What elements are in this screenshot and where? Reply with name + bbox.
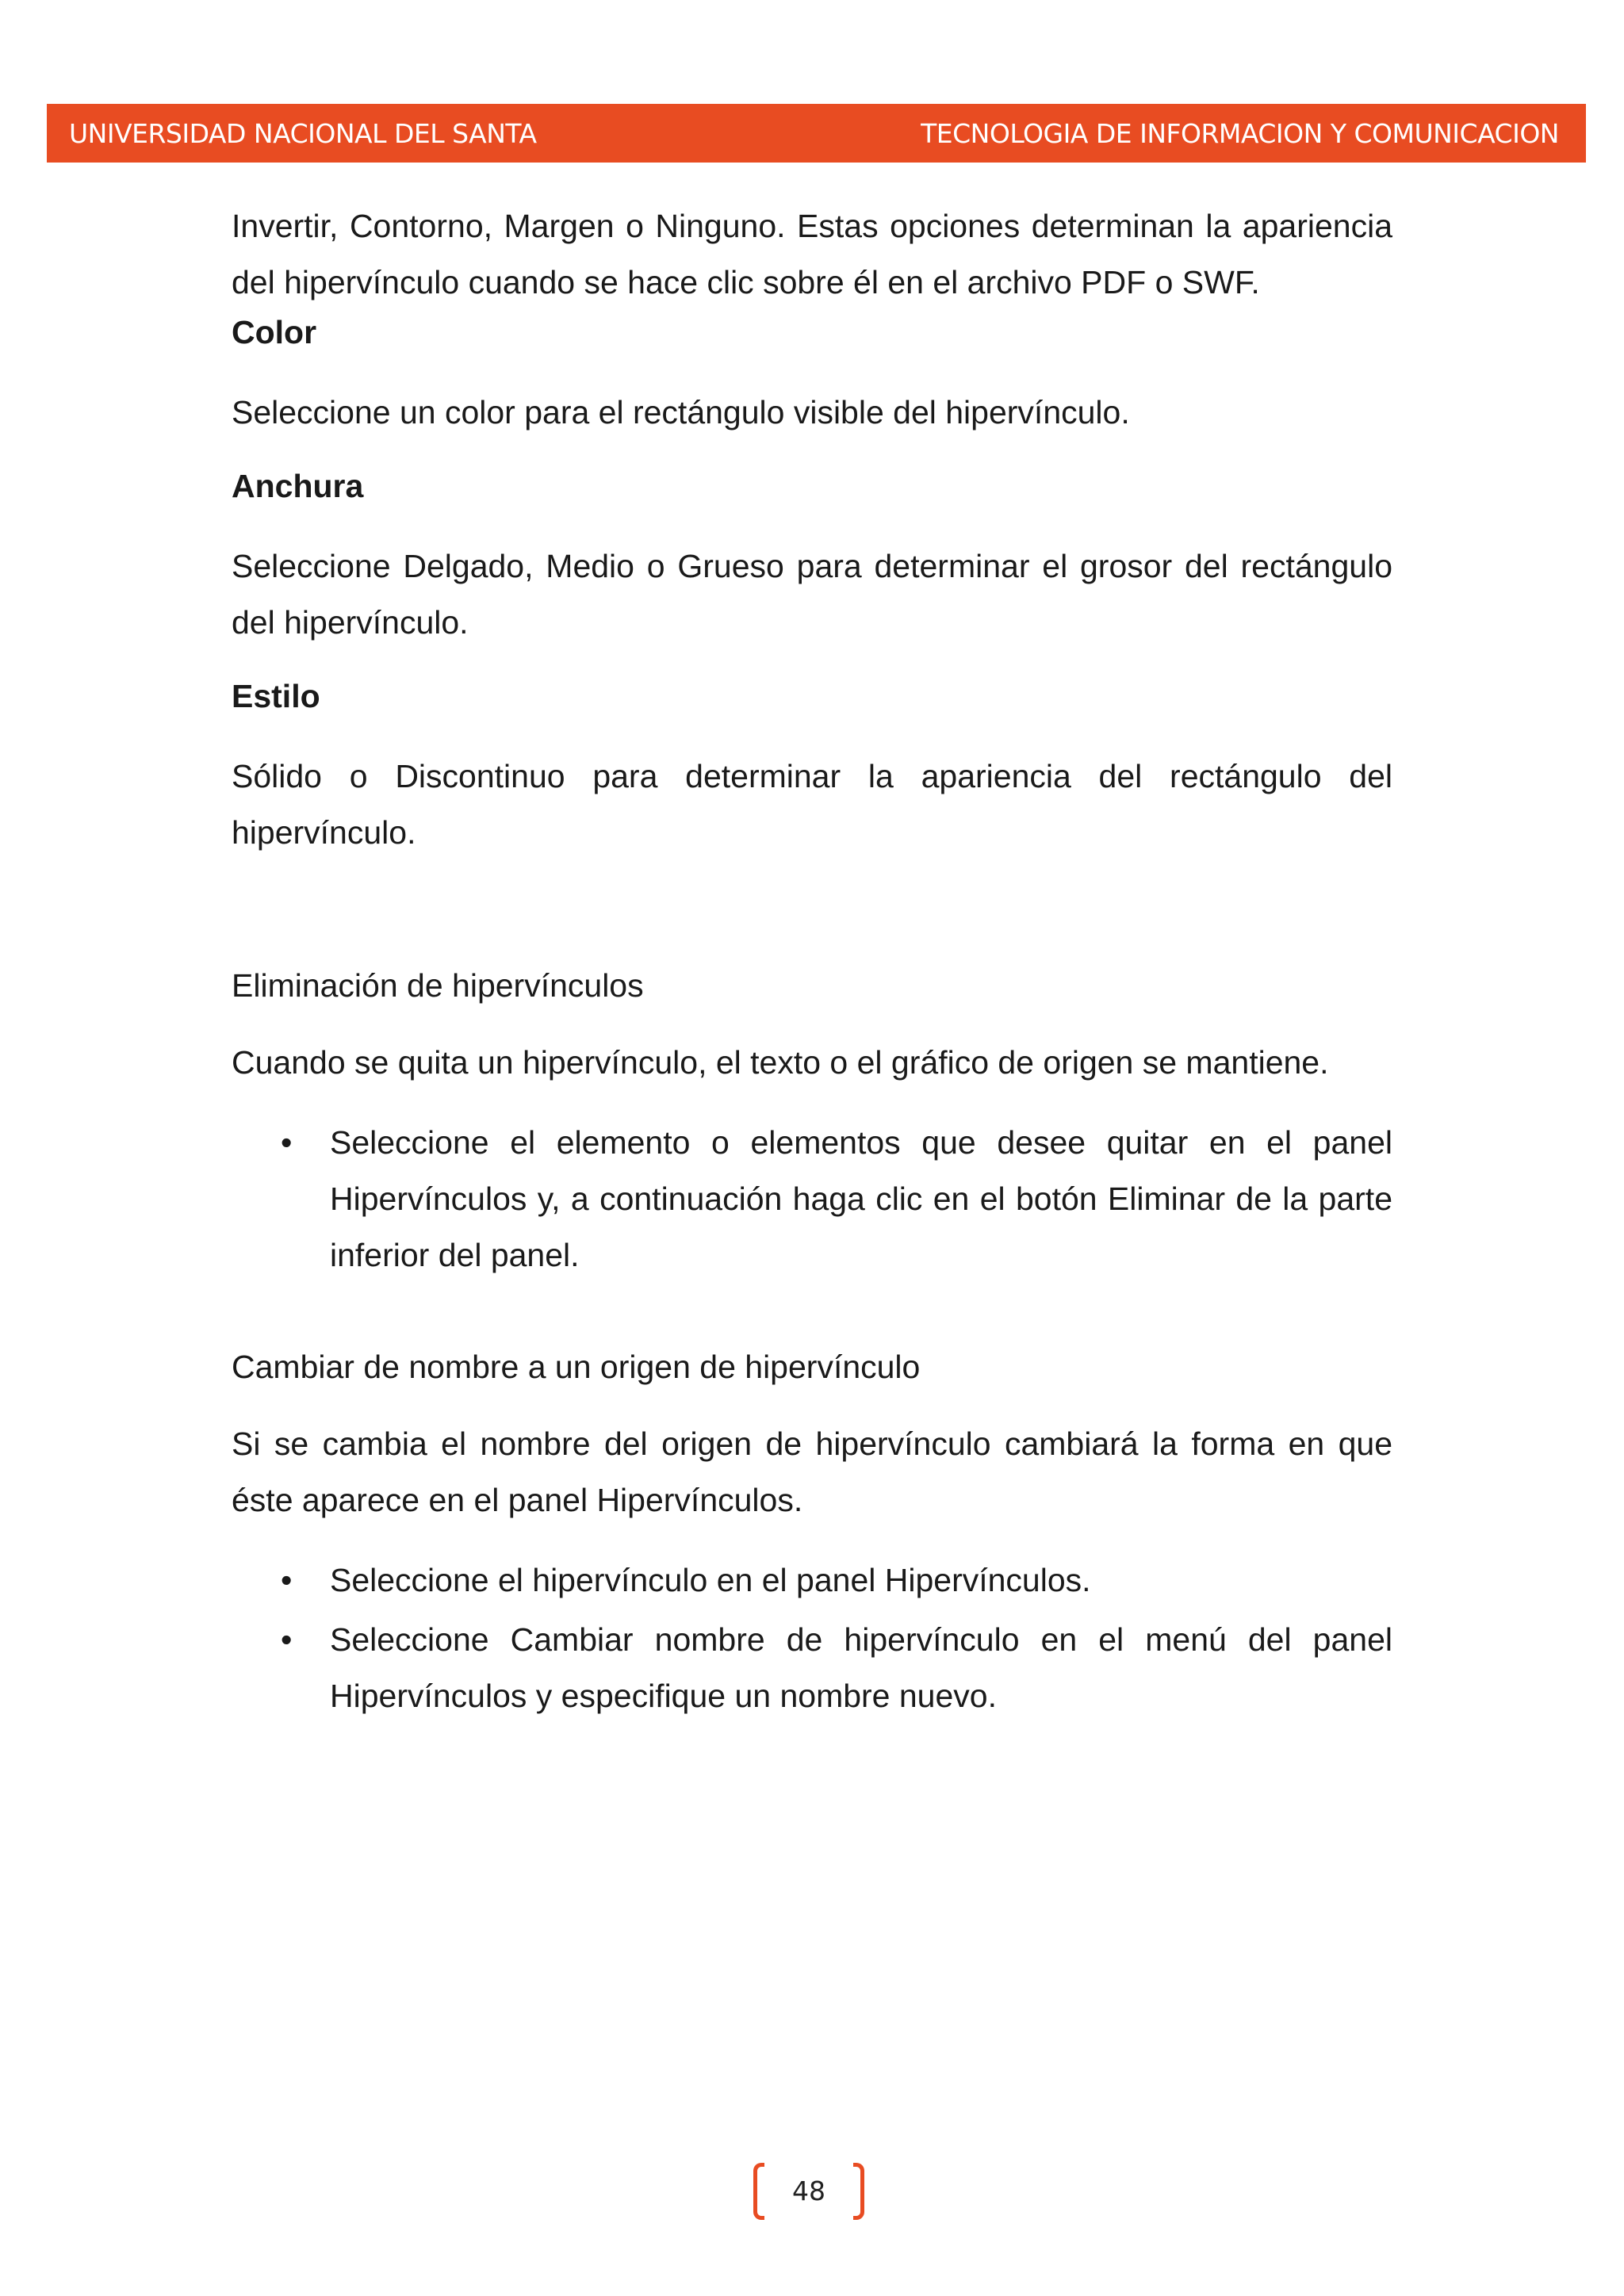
color-heading: Color bbox=[232, 314, 317, 350]
rename-paragraph: Si se cambia el nombre del origen de hipervínculo cambiará la forma en que éste aparece en el panel Hipervínculos. bbox=[232, 1425, 1392, 1518]
eliminacion-heading: Eliminación de hipervínculos bbox=[232, 967, 644, 1004]
list-item-text: Seleccione el hipervínculo en el panel Hipervínculos. bbox=[330, 1562, 1091, 1598]
bullet-icon: • bbox=[281, 1621, 293, 1658]
anchura-paragraph: Seleccione Delgado, Medio o Grueso para determinar el grosor del rectángulo del hipervínculo. bbox=[232, 548, 1392, 641]
document-body bbox=[232, 198, 1392, 1724]
list-item bbox=[232, 1115, 1392, 1284]
eliminacion-list bbox=[232, 1115, 1392, 1284]
bullet-icon: • bbox=[281, 1124, 293, 1161]
estilo-heading: Estilo bbox=[232, 678, 320, 714]
list-item bbox=[232, 1612, 1392, 1724]
rename-list bbox=[232, 1552, 1392, 1724]
right-bracket-icon bbox=[853, 2163, 864, 2220]
eliminacion-paragraph: Cuando se quita un hipervínculo, el texto o el gráfico de origen se mantiene. bbox=[232, 1044, 1329, 1081]
header-university: UNIVERSIDAD NACIONAL DEL SANTA bbox=[69, 117, 537, 149]
rename-heading: Cambiar de nombre a un origen de hipervínculo bbox=[232, 1349, 921, 1385]
list-item-text: Seleccione el elemento o elementos que desee quitar en el panel Hipervínculos y, a continuación haga clic en el botón Eliminar de la parte inferior del panel. bbox=[330, 1124, 1392, 1273]
bullet-icon: • bbox=[281, 1562, 293, 1598]
page-header-bar bbox=[47, 104, 1586, 163]
estilo-paragraph: Sólido o Discontinuo para determinar la apariencia del rectángulo del hipervínculo. bbox=[232, 758, 1392, 851]
page-footer bbox=[745, 2163, 872, 2226]
color-paragraph: Seleccione un color para el rectángulo visible del hipervínculo. bbox=[232, 394, 1130, 430]
anchura-heading: Anchura bbox=[232, 468, 364, 504]
list-item bbox=[232, 1552, 1392, 1609]
page-number: 48 bbox=[792, 2175, 825, 2206]
list-item-text: Seleccione Cambiar nombre de hipervínculo en el menú del panel Hipervínculos y especifique un nombre nuevo. bbox=[330, 1621, 1392, 1714]
header-subject: TECNOLOGIA DE INFORMACION Y COMUNICACION bbox=[921, 117, 1559, 149]
intro-paragraph: Invertir, Contorno, Margen o Ninguno. Estas opciones determinan la apariencia del hipervínculo cuando se hace clic sobre él en el archivo PDF o SWF. bbox=[232, 208, 1392, 300]
